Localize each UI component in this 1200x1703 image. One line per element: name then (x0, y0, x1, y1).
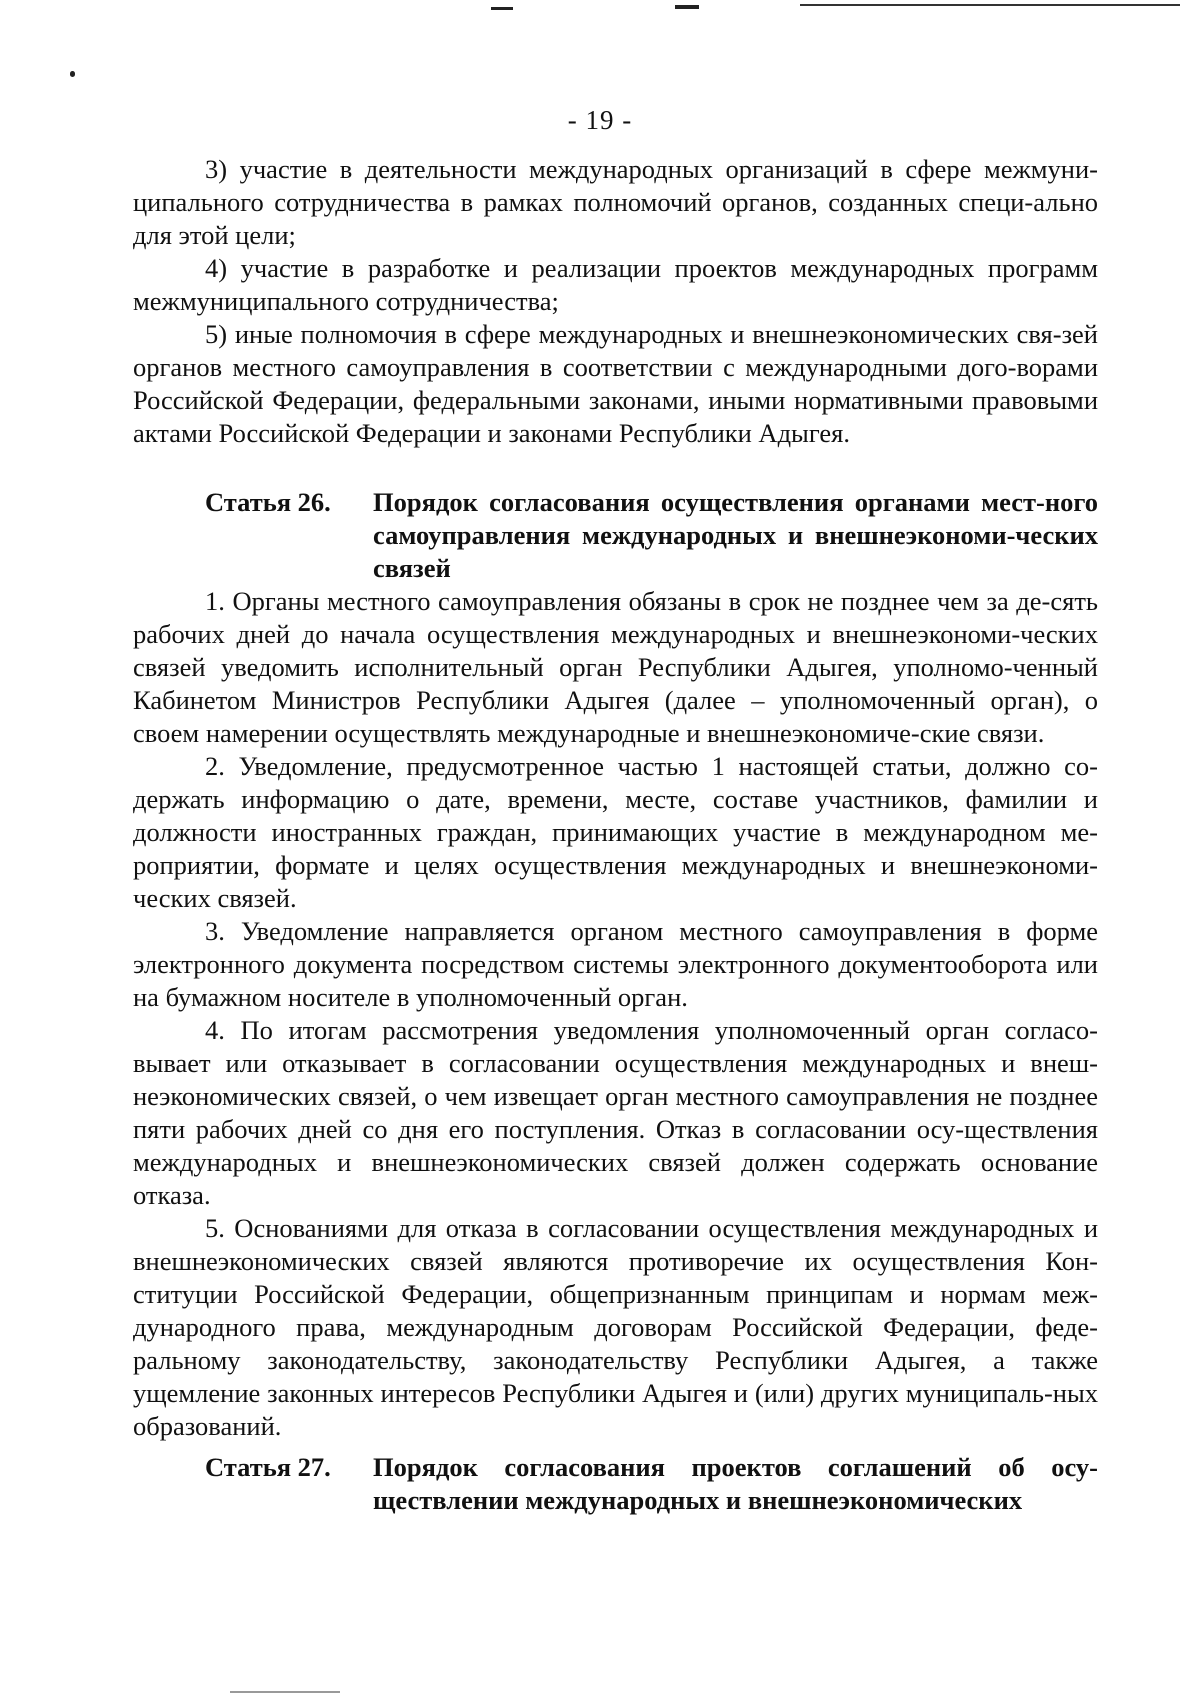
scan-artifact (491, 7, 513, 10)
article-27-heading (133, 1451, 1098, 1517)
article-26-part-3: 3. Уведомление направляется органом местного самоуправления в форме электронного документа посредством системы электронного документооборота или на бумажном носителе в уполномоченный орган. (133, 916, 1098, 1012)
paragraph-item-3: 3) участие в деятельности международных организаций в сфере межмуни-ципального сотрудничества в рамках полномочий органов, созданных специ-ально для этой цели; (133, 154, 1098, 250)
article-26-part-4: 4. По итогам рассмотрения уведомления уполномоченный орган согласо-вывает или отказывает в согласовании осуществления международных и внеш-неэкономических связей, о чем извещает орган местного самоуправления не позднее пяти рабочих дней со дня его поступления. Отказ в согласовании осу-ществления международных и внешнеэкономических связей должен содержать основание отказа. (133, 1015, 1098, 1210)
paragraph-item-5: 5) иные полномочия в сфере международных и внешнеэкономических свя-зей органов местного самоуправления в соответствии с международными дого-ворами Российской Федерации, федеральными законами, иными нормативными правовыми актами Российской Федерации и законами Республики Адыгея. (133, 319, 1098, 448)
scan-artifact (800, 4, 1180, 6)
article-26-part-2: 2. Уведомление, предусмотренное частью 1 настоящей статьи, должно со-держать информацию о дате, времени, месте, составе участников, фамилии и должности иностранных граждан, принимающих участие в международном ме-роприятии, формате и целях осуществления международных и внешнеэкономи-ческих связей. (133, 751, 1098, 913)
scan-artifact (230, 1691, 340, 1693)
article-26-heading (133, 486, 1098, 585)
article-27-number: Статья 27. (205, 1452, 331, 1482)
article-27-title: Порядок согласования проектов соглашений об осу-ществлении международных и внешнеэкономических (373, 1452, 1098, 1515)
article-26-part-1: 1. Органы местного самоуправления обязаны в срок не позднее чем за де-сять рабочих дней до начала осуществления международных и внешнеэкономи-ческих связей уведомить исполнительный орган Республики Адыгея, уполномо-ченный Кабинетом Министров Республики Адыгея (далее – уполномоченный орган), о своем намерении осуществлять международные и внешнеэкономиче-ские связи. (133, 586, 1098, 748)
paragraph-item-4: 4) участие в разработке и реализации проектов международных программ межмуниципального сотрудничества; (133, 253, 1098, 316)
article-26-title: Порядок согласования осуществления органами мест-ного самоуправления международных и внешнеэкономи-ческих связей (373, 487, 1098, 583)
paragraphs-top (133, 153, 1098, 450)
page-number: - 19 - (567, 105, 633, 135)
article-26-body (133, 585, 1098, 1443)
article-26-part-5: 5. Основаниями для отказа в согласовании осуществления международных и внешнеэкономических связей являются противоречие их осуществления Кон-ституции Российской Федерации, общепризнанным принципам и нормам меж-дународного права, международным договорам Российской Федерации, феде-ральному законодательству, законодательству Республики Адыгея, а также ущемление законных интересов Республики Адыгея и (или) других муниципаль-ных образований. (133, 1213, 1098, 1441)
article-26-number: Статья 26. (205, 487, 331, 517)
scan-artifact (675, 5, 699, 9)
scan-artifact (70, 71, 75, 77)
